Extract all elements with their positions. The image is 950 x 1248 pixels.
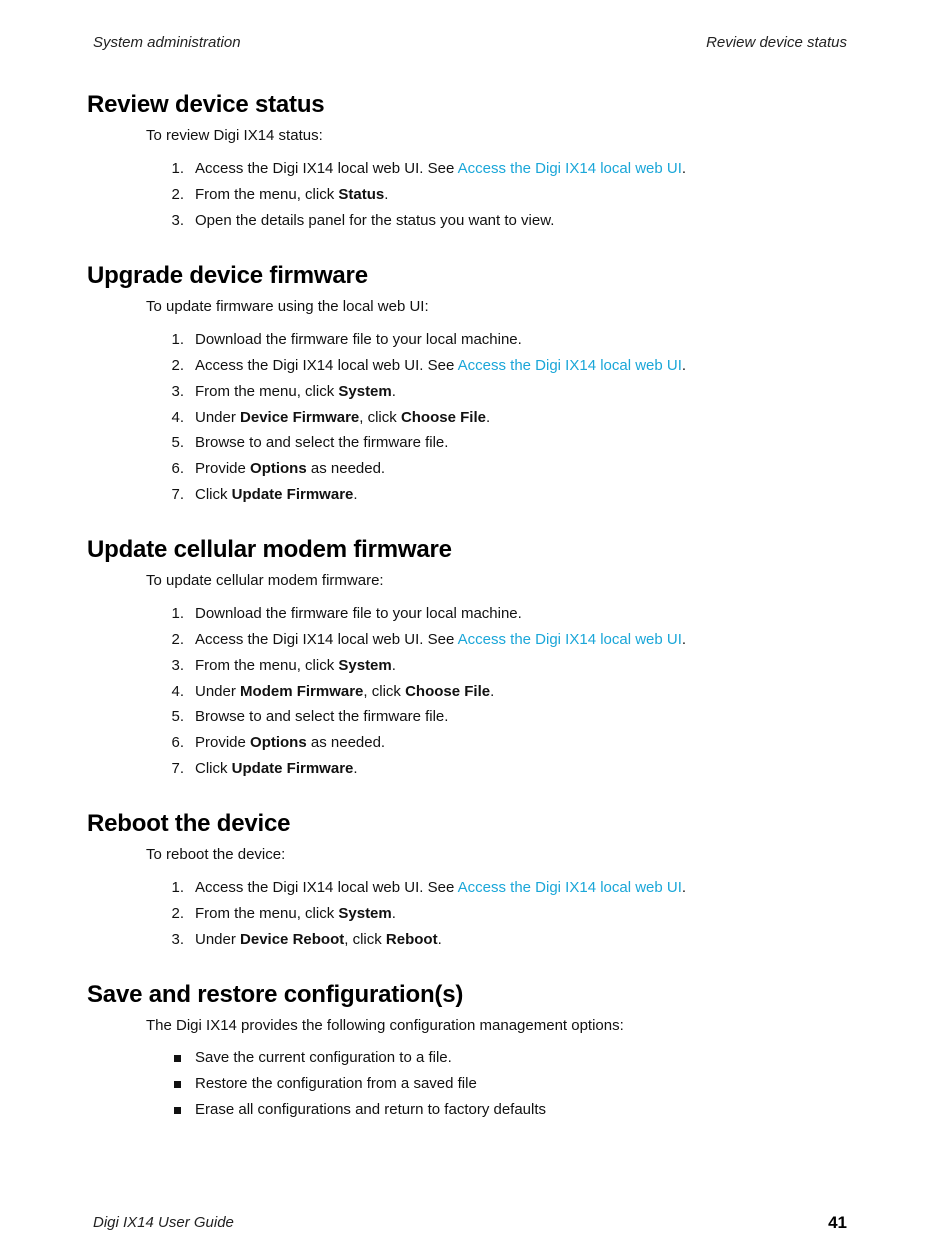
footer-guide-title: Digi IX14 User Guide [93, 1214, 234, 1231]
section-title: Save and restore configuration(s) [87, 981, 464, 1008]
list-item: 2. From the menu, click Status. [0, 186, 950, 208]
list-item: Erase all configurations and return to factory defaults [0, 1101, 950, 1123]
step-number: 3. [171, 383, 184, 400]
step-number: 1. [171, 160, 184, 177]
square-bullet-icon [174, 1055, 181, 1062]
list-item: 2. Access the Digi IX14 local web UI. See Access the Digi IX14 local web UI. [0, 357, 950, 379]
list-item: 3. From the menu, click System. [0, 383, 950, 405]
step-number: 1. [171, 605, 184, 622]
step-number: 2. [171, 905, 184, 922]
step-number: 4. [171, 683, 184, 700]
list-item: 4. Under Modem Firmware, click Choose File. [0, 683, 950, 705]
section-title: Update cellular modem firmware [87, 536, 452, 563]
square-bullet-icon [174, 1081, 181, 1088]
list-item: 6. Provide Options as needed. [0, 734, 950, 756]
link-access-local-web-ui[interactable]: Access the Digi IX14 local web UI [457, 357, 682, 374]
step-number: 6. [171, 460, 184, 477]
step-number: 2. [171, 357, 184, 374]
list-item: 3. Under Device Reboot, click Reboot. [0, 931, 950, 953]
step-number: 1. [171, 331, 184, 348]
list-item: 1. Download the firmware file to your local machine. [0, 331, 950, 353]
step-number: 2. [171, 186, 184, 203]
step-number: 3. [171, 212, 184, 229]
step-number: 6. [171, 734, 184, 751]
list-item: 1. Access the Digi IX14 local web UI. See Access the Digi IX14 local web UI. [0, 160, 950, 182]
square-bullet-icon [174, 1107, 181, 1114]
step-number: 1. [171, 879, 184, 896]
list-item: 4. Under Device Firmware, click Choose File. [0, 409, 950, 431]
step-number: 2. [171, 631, 184, 648]
section-intro: The Digi IX14 provides the following configuration management options: [146, 1017, 624, 1034]
running-header-topic: Review device status [706, 34, 847, 51]
running-header-section: System administration [93, 34, 241, 51]
list-item: 6. Provide Options as needed. [0, 460, 950, 482]
list-item: 3. Open the details panel for the status you want to view. [0, 212, 950, 234]
link-access-local-web-ui[interactable]: Access the Digi IX14 local web UI [457, 631, 682, 648]
list-item: 7. Click Update Firmware. [0, 760, 950, 782]
list-item: 2. Access the Digi IX14 local web UI. See Access the Digi IX14 local web UI. [0, 631, 950, 653]
section-title: Reboot the device [87, 810, 291, 837]
list-item: Restore the configuration from a saved file [0, 1075, 950, 1097]
list-item: 5. Browse to and select the firmware file. [0, 434, 950, 456]
list-item: Save the current configuration to a file. [0, 1049, 950, 1071]
section-intro: To update firmware using the local web UI: [146, 298, 429, 315]
list-item: 1. Download the firmware file to your local machine. [0, 605, 950, 627]
section-title: Review device status [87, 91, 325, 118]
step-number: 3. [171, 931, 184, 948]
list-item: 1. Access the Digi IX14 local web UI. See Access the Digi IX14 local web UI. [0, 879, 950, 901]
section-intro: To review Digi IX14 status: [146, 127, 323, 144]
section-intro: To reboot the device: [146, 846, 286, 863]
link-access-local-web-ui[interactable]: Access the Digi IX14 local web UI [457, 879, 682, 896]
list-item: 5. Browse to and select the firmware file. [0, 708, 950, 730]
section-title: Upgrade device firmware [87, 262, 368, 289]
list-item: 2. From the menu, click System. [0, 905, 950, 927]
step-number: 5. [171, 434, 184, 451]
link-access-local-web-ui[interactable]: Access the Digi IX14 local web UI [457, 160, 682, 177]
page-number: 41 [828, 1213, 847, 1232]
step-number: 4. [171, 409, 184, 426]
step-number: 7. [171, 760, 184, 777]
step-number: 3. [171, 657, 184, 674]
section-intro: To update cellular modem firmware: [146, 572, 384, 589]
step-number: 5. [171, 708, 184, 725]
list-item: 7. Click Update Firmware. [0, 486, 950, 508]
list-item: 3. From the menu, click System. [0, 657, 950, 679]
step-number: 7. [171, 486, 184, 503]
